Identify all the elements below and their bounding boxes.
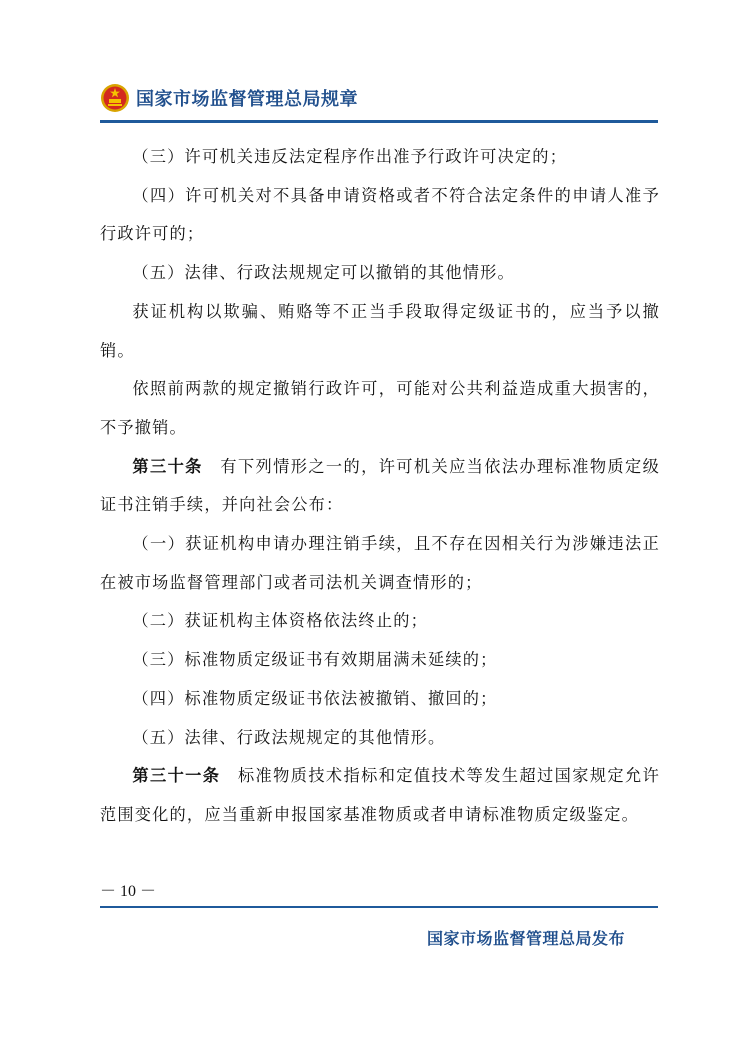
paragraph-text: （五）法律、行政法规规定的其他情形。: [132, 727, 446, 747]
paragraph: [100, 370, 660, 447]
paragraph-text: （一）获证机构申请办理注销手续，且不存在因相关行为涉嫌违法正在被市场监督管理部门或者司法机关调查情形的；: [100, 534, 660, 592]
footer-divider: [100, 906, 658, 908]
paragraph-text: （五）法律、行政法规规定可以撤销的其他情形。: [132, 263, 515, 283]
paragraph: [100, 254, 660, 293]
national-emblem-icon: [100, 83, 130, 113]
footer-publisher: 国家市场监督管理总局发布: [426, 929, 625, 948]
paragraph: [100, 719, 660, 758]
paragraph: [100, 680, 660, 719]
paragraph: [100, 177, 660, 254]
paragraph: [100, 525, 660, 602]
paragraph-text: （四）标准物质定级证书依法被撤销、撤回的；: [132, 688, 498, 708]
paragraph: [100, 641, 660, 680]
article-paragraph: [100, 448, 660, 525]
article-number: 第三十一条: [132, 766, 221, 786]
paragraph-text: （三）标准物质定级证书有效期届满未延续的；: [132, 650, 498, 670]
header-title: 国家市场监督管理总局规章: [136, 89, 358, 110]
article-number: 第三十条: [132, 456, 203, 476]
paragraph-text: 依照前两款的规定撤销行政许可，可能对公共利益造成重大损害的，不予撤销。: [100, 379, 660, 437]
paragraph-text: 获证机构以欺骗、贿赂等不正当手段取得定级证书的，应当予以撤销。: [100, 301, 660, 360]
paragraph-text: （二）获证机构主体资格依法终止的；: [132, 611, 428, 631]
paragraph-text: 标准物质技术指标和定值技术等发生超过国家规定允许范围变化的，应当重新申报国家基准物质或者申请标准物质定级鉴定。: [100, 766, 660, 824]
article-paragraph: [100, 757, 660, 834]
paragraph: [100, 602, 660, 641]
page-number: － 10 －: [100, 883, 157, 900]
document-body: [100, 138, 660, 835]
page-header: [100, 80, 660, 116]
paragraph-text: 有下列情形之一的，许可机关应当依法办理标准物质定级证书注销手续，并向社会公布：: [100, 456, 660, 515]
paragraph: [100, 293, 660, 370]
paragraph-text: （四）许可机关对不具备申请资格或者不符合法定条件的申请人准予行政许可的；: [100, 185, 660, 244]
paragraph-text: （三）许可机关违反法定程序作出准予行政许可决定的；: [132, 147, 568, 166]
header-divider: [100, 120, 658, 123]
paragraph: [100, 138, 660, 177]
